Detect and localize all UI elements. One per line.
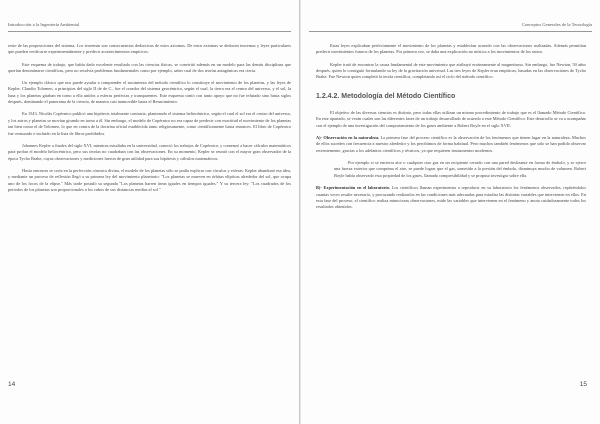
running-header: Introducción a la Ingeniería Ambiental [8,22,80,27]
section-heading: 1.2.4.2. Metodología del Método Científico [316,92,456,100]
paragraph: Un ejemplo clásico que nos puede ayudar a comprender el nacimiento del método científico lo constituye el movimiento de los planetas, y las leyes de Kepler. Claudio Tolomeo, a principios del siglo II de de C., fue el creador del sistema geocéntrico, según el cual, la tierra era el centro del universo, y el sol, la luna y los planetas giraban en torno a ella unidos a esferas perfectas y transparentes. Este esquema contó con tanto apoyo que no fue refutado sino hasta siglos después, dominando el panorama de la ciencia, de manera casi inamovible hasta el Renacimiento. [8,80,291,105]
running-header: Conceptos Generales de la Tecnología [521,22,592,27]
item-label: A)- Observación en la naturaleza. [316,134,380,140]
item-lead [316,135,586,154]
header-rule [309,31,592,32]
item-lead [316,185,586,211]
item-text: La primera fase del proceso científico es la observación de los fenómenos que tienen lugar en la naturaleza. Muchos de ellos suceden con frecuencia a nuestro alrededor y los percibimos de forma habitual. Pero muchos también fenómenos que sólo se han podido observar recientemente, gracias a los adelantos científicos y técnicos, ya que requieren instrumentos modernos. [316,134,586,153]
page-body [316,43,586,217]
item-example: Por ejemplo si se encierra aire o cualquier otro gas en un recipiente cerrado con una pared deslizante en forma de émbolo, y se ejerce una fuerza exterior que comprima el aire, se puede lograr que el gas, sometido a la presión del émbolo, disminuya mucho de volumen. Robert Boyle había observado esta propiedad de los gases, llamada compresibilidad y se propuso investigar sobre ella. [334,159,586,178]
paragraph: resto de las proposiciones del sistema. Los teoremas son consecuencias deductivas de estos axiomas. De estos axiomas se deducen teoremas y leyes particulares que pueden verificarse experimentalmente y predecir acontecimientos empíricos. [8,43,291,55]
item-text: Los científicos llaman experimentar a reproducir en su laboratorio los fenómenos observados, repitiéndolos cuantas veces resulte necesario, y procurando realizarlos en las condiciones más adecuadas para estudiar las distintas variables que intervienen en ellos. En esta fase del proceso, el científico realiza minuciosas observaciones, mide las variables que intervienen en el fenómeno y anota cuidadosamente todos los resultados obtenidos. [316,185,586,210]
header-rule [8,31,291,32]
item-label: B)- Experimentación en el laboratorio. [316,185,391,191]
page-number: 15 [579,381,587,388]
right-page [301,0,600,424]
paragraph: Hasta entonces se creía en la perfección cósmica divina, el modelo de los planetas sólo se podía explicar con círculos y esferas. Kepler abandonó esa idea, y mediante un proceso de reflexión llegó a su primera ley del movimiento planetario: "Los planetas se mueven en órbitas elípticas alrededor del sol, que ocupa uno de los focos de la elipse." Más tarde postuló su segunda "Los planetas barren áreas iguales en tiempos iguales." Y su tercera ley: "Los cuadrados de los periodos de los planetas son proporcionales a los cubos de sus distancias medias al sol." [8,167,291,193]
list-item [316,135,586,179]
page-body [8,43,291,199]
paragraph: El objetivo de las diversas ciencias es distinto, pero todas ellas utilizan un mismo procedimiento de trabajo que es el llamado Método Científico. En este apartado, se verán cuales son las diferentes fases de un trabajo desarrollado de acuerdo a este Método Científico. Este desarrollo se va a acompañar con el ejemplo de una investigación del comportamiento de los gases ambiente a Robert Boyle en el siglo XVII. [316,109,586,128]
page-number: 14 [8,381,16,388]
paragraph: Estas leyes explicaban perfectamente el movimiento de los planetas y establecían acuerdo con las observaciones realizadas. Además permitían predecir movimientos futuros de los planetas. Por primera vez, se daba una explicación no mística a los movimientos de los astros. [316,43,586,55]
paragraph: Este esquema de trabajo, que había dado excelente resultado con las ciencias físicas, se convirtió además en un modelo para las demás disciplinas que querían denominarse científicas, pero no resolvía problemas fundamentales como por ejemplo, saber cual de dos teorías antagónicas era cierta. [8,61,291,73]
paragraph: Kepler trató de encontrar la causa fundamental de este movimiento que atribuyó erróneamente al magnetismo. Sin embargo, fue Newton, 50 años después, quien lo consiguió formulando su ley de la gravitación universal. Las tres leyes de Kepler eran empíricas, basadas en las observaciones de Tycho Brahe. Fue Newton quien completó la teoría científica, completando así el ciclo del método científico. [316,61,586,80]
paragraph: Johannes Kepler a finales del siglo XVI, mientras estudiaba en la universidad, conoció los trabajos de Copérnico, y comenzó a hacer cálculos matemáticos para probar el modelo heliocéntrico, pero sus teorías no cuadraban con las observaciones. En su momento, Kepler se reunió con el mayor gran observador de la época Tycho Brahe, cuyas observaciones y mediciones fueron de gran utilidad para sus hipótesis y cálculos matemáticos. [8,142,291,161]
paragraph: En 1543, Nicolás Copérnico publicó una hipótesis totalmente contraria, planteando el sistema heliocéntrico, según el cual el sol era el centro del universo, y los astros y planetas se movían girando en torno a él. Sin embargo, el modelo de Copérnico no era capaz de predecir con exactitud el movimiento de los planetas tan bien como el de Tolomeo, lo que en contra de la doctrina oficial establecida tanto religiosamente, como científicamente hasta entonces. El libro de Copérnico fue censurado e incluido en la lista de libros prohibidos. [8,111,291,136]
list-item [316,185,586,211]
